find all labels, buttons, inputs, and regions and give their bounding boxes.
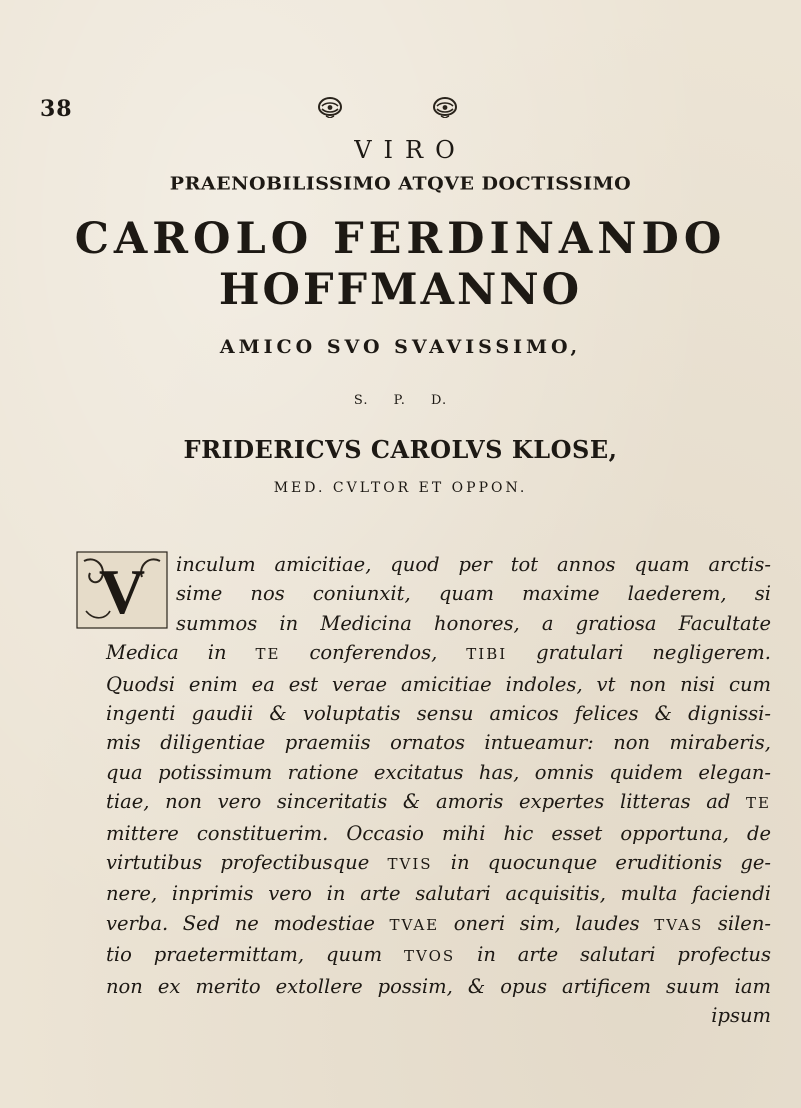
text-line: inculum amicitiae, quod per tot annos quam arctis- xyxy=(176,553,771,576)
dedication-letter-body xyxy=(106,550,771,1031)
ornament-icon xyxy=(432,96,458,118)
initial-letter: V xyxy=(98,556,146,627)
text-line: Medica in TE conferendos, TIBI gratulari negligerem. xyxy=(106,641,771,665)
text-line: ingenti gaudii & voluptatis sensu amicos felices & dignissi- xyxy=(106,702,771,726)
text-line: non ex merito extollere possim, & opus artificem suum iam xyxy=(106,974,771,998)
author-title: MED. CVLTOR ET OPPON. xyxy=(273,480,528,496)
text-line: mis diligentiae praemiis ornatos intueamur: non miraberis, xyxy=(106,731,771,755)
text-line: Quodsi enim ea est verae amicitiae indoles, vt non nisi cum xyxy=(106,672,771,696)
text-line: qua potissimum ratione excitatus has, omnis quidem elegan- xyxy=(106,760,771,784)
text-line: summos in Medicina honores, a gratiosa Facultate xyxy=(176,611,771,635)
text-line: mittere constituerim. Occasio mihi hic esset opportuna, de xyxy=(106,821,771,845)
dedication-amico: AMICO SVO SVAVISSIMO, xyxy=(219,336,582,358)
catchword: ipsum xyxy=(711,1004,771,1028)
salutation-spd: S. P. D. xyxy=(353,393,448,408)
text-line: sime nos coniunxit, quam maxime laederem, si xyxy=(176,582,771,606)
dedication-praenobilissimo: PRAENOBILISSIMO ATQVE DOCTISSIMO xyxy=(169,173,632,195)
text-line: verba. Sed ne modestiae TVAE oneri sim, laudes TVAS silen- xyxy=(106,911,771,935)
dedicatee-first-names: CAROLO FERDINANDO xyxy=(74,214,727,264)
text-line: virtutibus profectibusque TVIS in quocunque eruditionis ge- xyxy=(106,851,772,875)
page-number: 38 xyxy=(40,96,73,122)
text-line: tiae, non vero sinceritatis & amoris expertes litteras ad TE xyxy=(106,790,771,814)
dedication-viro: VIRO xyxy=(354,136,467,164)
dedicatee-surname: HOFFMANNO xyxy=(218,265,583,315)
text-line: nere, inprimis vero in arte salutari acquisitis, multa faciendi xyxy=(106,882,771,906)
ornament-icon xyxy=(317,96,343,118)
author-name: FRIDERICVS CAROLVS KLOSE, xyxy=(183,435,618,464)
text-line: tio praetermittam, quum TVOS in arte salutari profectus xyxy=(106,943,771,967)
